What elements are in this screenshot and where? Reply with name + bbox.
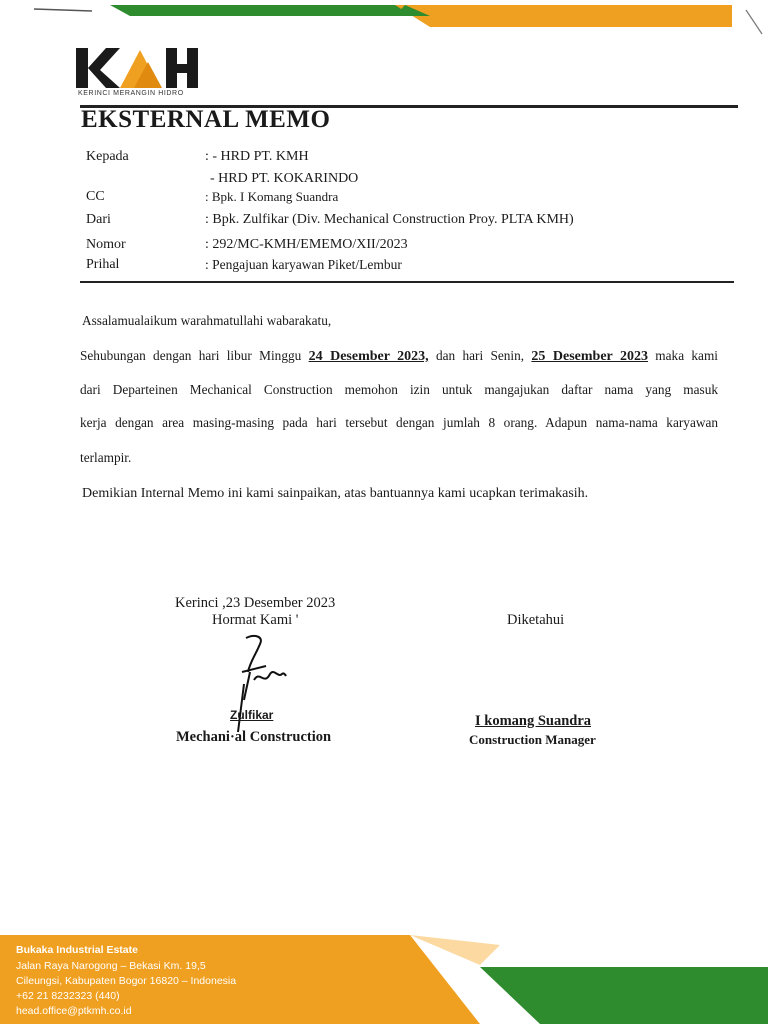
paragraph-line-4: terlampir.: [80, 450, 132, 465]
field-value-dari: : Bpk. Zulfikar (Div. Mechanical Construction Proy. PLTA KMH): [205, 212, 574, 227]
field-value-nomor: : 292/MC-KMH/EMEMO/XII/2023: [205, 237, 408, 252]
place-date: Kerinci ,23 Desember 2023: [175, 595, 336, 611]
left-signer-title: Mechani·al Construction: [176, 729, 332, 745]
footer-address-1: Jalan Raya Narogong – Bekasi Km. 19,5: [16, 960, 206, 972]
field-label-kepada: Kepada: [86, 149, 129, 164]
left-signer-name: Zulfikar: [230, 708, 274, 722]
footer-address-2: Cileungsi, Kabupaten Bogor 16820 – Indonesia: [16, 975, 237, 987]
memo-title: EKSTERNAL MEMO: [81, 106, 331, 133]
paragraph-line-1: [80, 348, 718, 365]
right-signer-title: Construction Manager: [469, 732, 596, 747]
field-label-dari: Dari: [86, 212, 111, 227]
field-value-kepada-1: : - HRD PT. KMH: [205, 149, 309, 164]
fields-rule: [80, 281, 734, 283]
handwritten-signature: [220, 632, 300, 742]
field-label-nomor: Nomor: [86, 237, 126, 252]
footer-phone: +62 21 8232323 (440): [16, 990, 120, 1002]
field-value-kepada-2: - HRD PT. KOKARINDO: [210, 171, 359, 186]
field-label-prihal: Prihal: [86, 257, 120, 272]
header-color-bands: [0, 0, 768, 40]
greeting: Assalamualaikum warahmatullahi wabarakatu,: [82, 313, 332, 328]
paragraph-line-2: dari Departeinen Mechanical Construction memohon izin untuk mangajukan daftar nama yang masuk: [80, 382, 718, 397]
regards-text: Hormat Kami ': [212, 612, 299, 628]
paragraph-line-3: kerja dengan area masing-masing pada hari tersebut dengan jumlah 8 orang. Adapun nama-nama karyawan: [80, 415, 718, 430]
date-highlight: 24 Desember 2023,: [308, 349, 429, 364]
field-value-prihal: : Pengajuan karyawan Piket/Lembur: [205, 257, 402, 272]
footer-company: Bukaka Industrial Estate: [16, 944, 138, 956]
paragraph-text: dan hari Senin,: [435, 348, 525, 363]
field-value-cc: : Bpk. I Komang Suandra: [205, 189, 339, 204]
paragraph-text: Sehubungan dengan hari libur Minggu: [80, 348, 302, 363]
logo-subtitle: KERINCI MERANGIN HIDRO: [78, 90, 184, 97]
right-signer-name: I komang Suandra: [475, 713, 592, 729]
footer-email: head.office@ptkmh.co.id: [16, 1005, 132, 1017]
paragraph-text: maka kami: [655, 348, 718, 363]
closing-line: Demikian Internal Memo ini kami sainpaikan, atas bantuannya kami ucapkan terimakasih.: [82, 486, 589, 501]
field-label-cc: CC: [86, 189, 105, 204]
date-highlight: 25 Desember 2023: [531, 349, 648, 364]
acknowledged-label: Diketahui: [507, 612, 565, 628]
